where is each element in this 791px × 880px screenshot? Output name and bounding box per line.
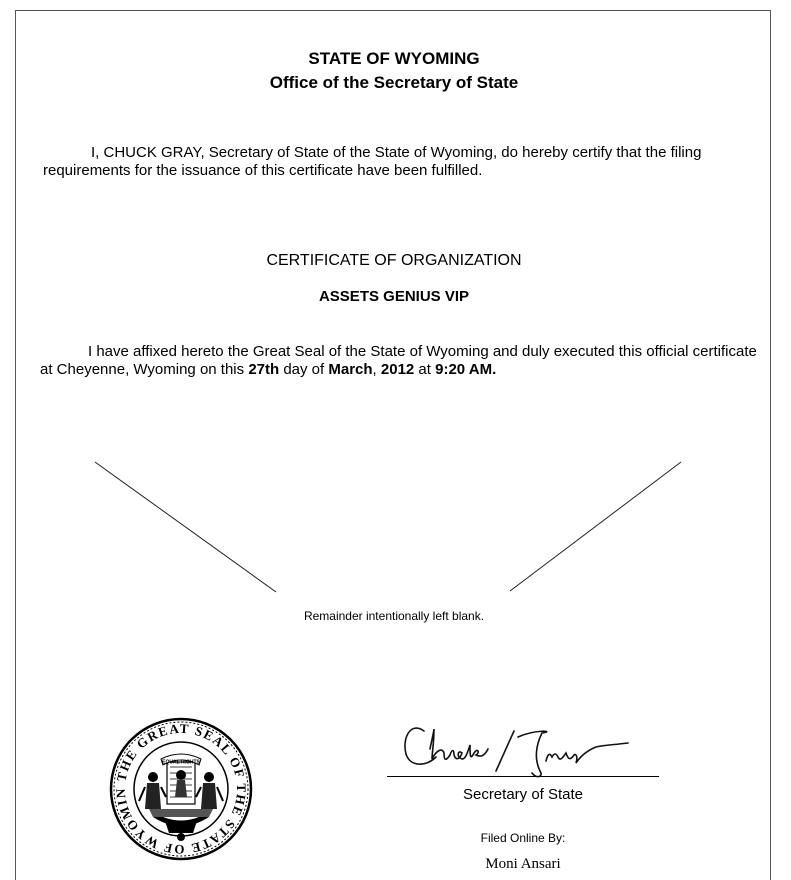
signature-line (387, 776, 659, 777)
certification-text: I, CHUCK GRAY, Secretary of State of the State of Wyoming, do hereby certify that the filing requirements for the issuance of this certificate have been fulfilled. (43, 144, 702, 179)
affixed-month: March (328, 361, 373, 378)
certificate-page (15, 10, 771, 880)
seal-banner-text: EQUAL RIGHTS (162, 759, 200, 766)
filer-name: Moni Ansari (485, 856, 561, 872)
filed-label: Filed Online By: (480, 831, 566, 845)
affixed-year: 2012 (380, 361, 415, 378)
remainder-note: Remainder intentionally left blank. (303, 609, 485, 623)
blank-line-right (510, 462, 681, 591)
office-heading: Office of the Secretary of State (269, 73, 519, 92)
affixed-mid3: at (414, 361, 436, 378)
seal-icon (109, 717, 253, 861)
affixed-prefix: I have affixed hereto the Great Seal of the State of Wyoming and duly executed this official certificate at Cheyenne, Wyoming on this (40, 343, 757, 378)
great-seal (109, 717, 253, 861)
blank-line-left (95, 462, 276, 592)
entity-name: ASSETS GENIUS VIP (318, 288, 470, 305)
affixed-day: 27th (248, 361, 280, 378)
seal-ring-text: THE GREAT SEAL OF THE STATE OF WYOMIN (112, 720, 250, 858)
state-heading: STATE OF WYOMING (308, 49, 480, 68)
affixed-mid2: , (372, 361, 381, 378)
signature-graphic (396, 709, 636, 779)
affixed-mid1: day of (279, 361, 329, 378)
certificate-type: CERTIFICATE OF ORGANIZATION (266, 252, 522, 269)
signer-title: Secretary of State (462, 786, 584, 803)
affixed-time: 9:20 AM. (435, 361, 497, 378)
